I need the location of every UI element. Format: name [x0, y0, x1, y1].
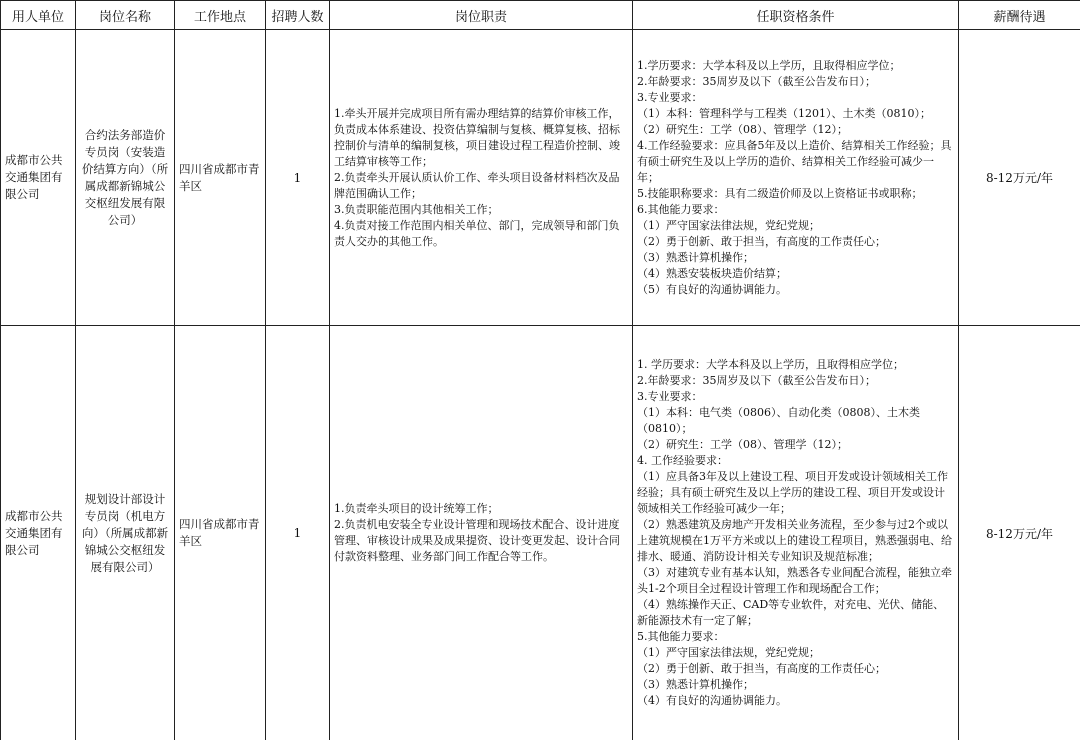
qualification-line: （2）勇于创新、敢于担当，有高度的工作责任心；: [637, 662, 886, 675]
qualification-line: 2.年龄要求：35周岁及以下（截至公告发布日）；: [637, 74, 876, 88]
cell-duties: [330, 30, 633, 326]
qualification-line: 5.其他能力要求：: [637, 630, 725, 643]
cell-unit: 成都市公共交通集团有限公司: [1, 30, 76, 326]
qualification-line: （1）严守国家法律法规，党纪党规；: [637, 646, 820, 659]
header-position: 岗位名称: [76, 1, 175, 30]
cell-position: 规划设计部设计专员岗（机电方向）（所属成都新锦城公交枢纽发展有限公司）: [76, 326, 175, 740]
qualification-line: （3）熟悉计算机操作；: [637, 678, 754, 691]
cell-count: 1: [266, 30, 330, 326]
qualification-line: 2.年龄要求：35周岁及以下（截至公告发布日）；: [637, 374, 876, 387]
qualification-line: （4）熟悉安装板块造价结算；: [637, 266, 787, 280]
duty-line: 2.负责牵头开展认质认价工作、牵头项目设备材料档次及品牌范围确认工作；: [334, 170, 620, 200]
cell-salary: 8-12万元/年: [959, 30, 1080, 326]
header-unit: 用人单位: [1, 1, 76, 30]
qualification-line: 4.工作经验要求：应具备5年及以上造价、结算相关工作经验；具有硕士研究生及以上学历的造价、结算相关工作经验可减少一年；: [637, 138, 952, 184]
header-duties: 岗位职责: [330, 1, 633, 30]
duty-line: 1.牵头开展并完成项目所有需办理结算的结算价审核工作，负责成本体系建设、投资估算编制与复核、概算复核、招标控制价与清单的编制复核，项目建设过程工程造价控制、竣工结算审核等工作；: [334, 106, 620, 168]
header-location: 工作地点: [175, 1, 266, 30]
qualification-line: （1）本科：管理科学与工程类（1201）、土木类（0810）；: [637, 106, 931, 120]
cell-unit: 成都市公共交通集团有限公司: [1, 326, 76, 740]
qualification-line: 3.专业要求：: [637, 390, 703, 403]
cell-qualifications: [633, 326, 959, 740]
cell-location: 四川省成都市青羊区: [175, 326, 266, 740]
header-salary: 薪酬待遇: [959, 1, 1080, 30]
qualification-line: （5）有良好的沟通协调能力。: [637, 282, 787, 296]
cell-duties: [330, 326, 633, 740]
qualification-line: （2）研究生：工学（08）、管理学（12）；: [637, 122, 848, 136]
table-row: [1, 30, 1080, 326]
qualification-line: （1）严守国家法律法规，党纪党规；: [637, 218, 820, 232]
qualification-line: （3）对建筑专业有基本认知，熟悉各专业间配合流程，能独立牵头1-2个项目全过程设计管理工作和现场配合工作；: [637, 566, 952, 595]
qualification-line: 6.其他能力要求：: [637, 202, 725, 216]
cell-count: 1: [266, 326, 330, 740]
qualification-line: （2）勇于创新、敢于担当，有高度的工作责任心；: [637, 234, 886, 248]
duty-line: 3.负责职能范围内其他相关工作；: [334, 202, 499, 216]
qualification-line: （4）熟练操作天正、CAD等专业软件，对充电、光伏、储能、新能源技术有一定了解；: [637, 598, 945, 627]
cell-salary: 8-12万元/年: [959, 326, 1080, 740]
qualification-line: 3.专业要求：: [637, 90, 703, 104]
qualification-line: （2）熟悉建筑及房地产开发相关业务流程，至少参与过2个或以上建筑规模在1万平方米或以上的建设工程项目，熟悉强弱电、给排水、暖通、消防设计相关专业知识及规范标准；: [637, 518, 952, 563]
cell-location: 四川省成都市青羊区: [175, 30, 266, 326]
cell-qualifications: [633, 30, 959, 326]
qualification-line: （1）本科：电气类（0806）、自动化类（0808）、土木类（0810）；: [637, 406, 920, 435]
qualification-line: （1）应具备3年及以上建设工程、项目开发或设计领域相关工作经验；具有硕士研究生及以上学历的建设工程、项目开发或设计领域相关工作经验可减少一年；: [637, 470, 948, 515]
qualification-line: （4）有良好的沟通协调能力。: [637, 694, 787, 707]
qualification-line: 1.学历要求：大学本科及以上学历，且取得相应学位；: [637, 58, 901, 72]
table-row: [1, 326, 1080, 740]
table-header-row: [1, 1, 1080, 30]
duty-line: 1.负责牵头项目的设计统筹工作；: [334, 502, 499, 515]
header-count: 招聘人数: [266, 1, 330, 30]
qualification-line: 1. 学历要求：大学本科及以上学历，且取得相应学位；: [637, 358, 904, 371]
qualification-line: （3）熟悉计算机操作；: [637, 250, 754, 264]
cell-position: 合约法务部造价专员岗（安装造价结算方向）（所属成都新锦城公交枢纽发展有限公司）: [76, 30, 175, 326]
qualification-line: 5.技能职称要求：具有二级造价师及以上资格证书或职称；: [637, 186, 923, 200]
duty-line: 2.负责机电安装全专业设计管理和现场技术配合、设计进度管理、审核设计成果及成果提资、设计变更发起、设计合同付款资料整理、业务部门间工作配合等工作。: [334, 518, 620, 563]
qualification-line: （2）研究生：工学（08）、管理学（12）；: [637, 438, 848, 451]
qualification-line: 4. 工作经验要求：: [637, 454, 728, 467]
duty-line: 4.负责对接工作范围内相关单位、部门，完成领导和部门负责人交办的其他工作。: [334, 218, 620, 248]
header-qualifications: 任职资格条件: [633, 1, 959, 30]
